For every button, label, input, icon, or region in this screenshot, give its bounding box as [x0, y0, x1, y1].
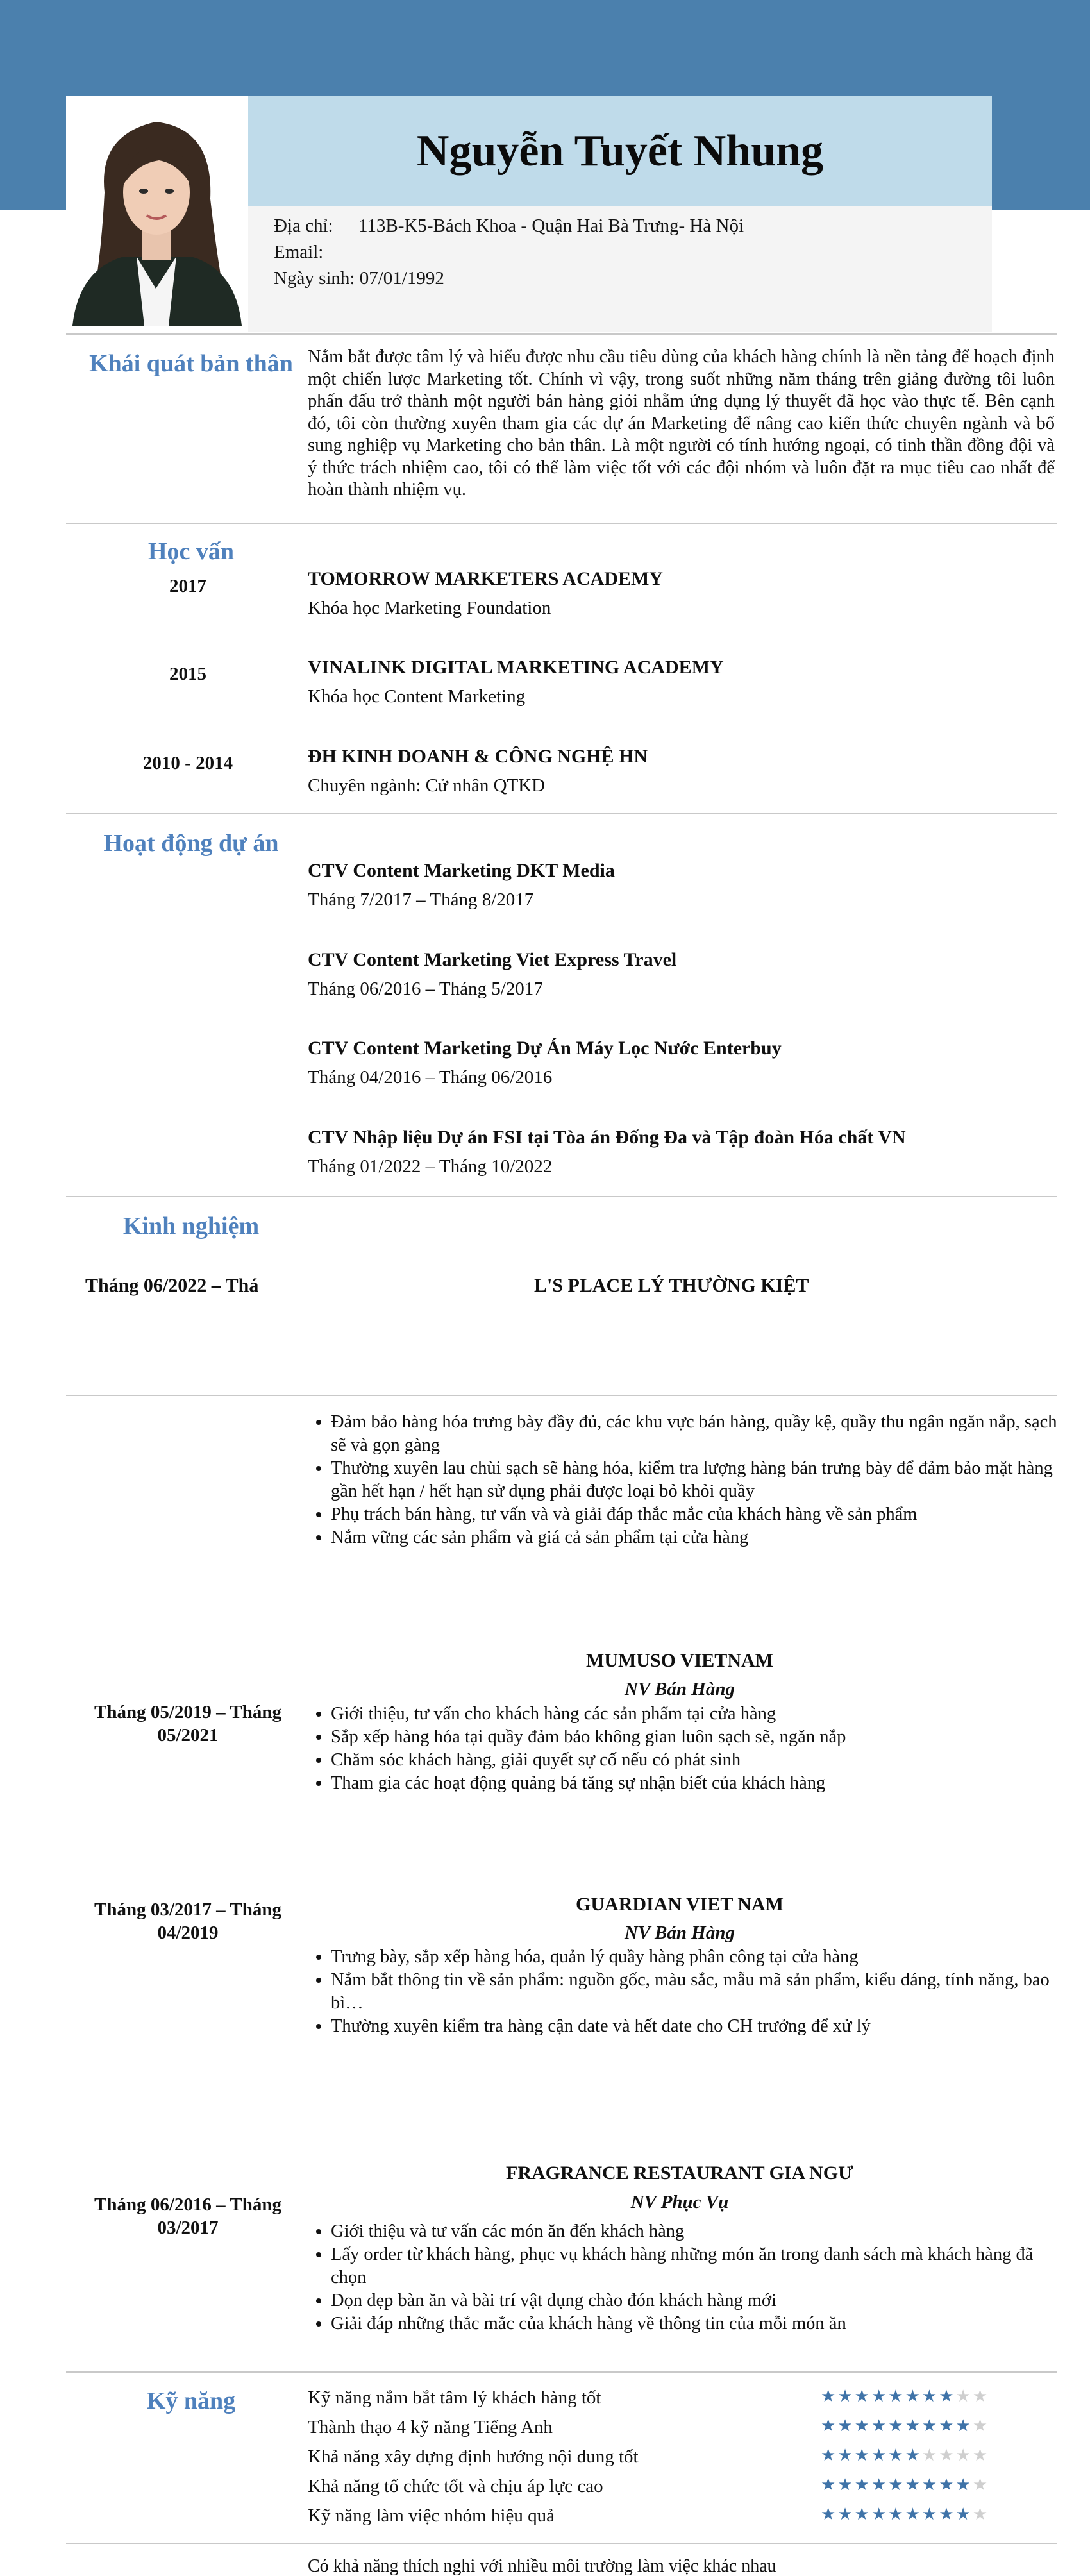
star-filled-icon: ★ — [888, 2446, 905, 2465]
skill-rating-stars — [821, 2387, 989, 2406]
education-school: TOMORROW MARKETERS ACADEMY — [308, 568, 663, 589]
divider — [66, 1196, 1057, 1197]
star-filled-icon: ★ — [837, 2446, 855, 2465]
star-filled-icon: ★ — [905, 2505, 922, 2524]
star-filled-icon: ★ — [854, 2387, 871, 2406]
divider — [66, 333, 1057, 335]
star-filled-icon: ★ — [854, 2416, 871, 2436]
star-filled-icon: ★ — [871, 2505, 889, 2524]
star-filled-icon: ★ — [871, 2475, 889, 2495]
star-filled-icon: ★ — [921, 2475, 939, 2495]
star-filled-icon: ★ — [871, 2416, 889, 2436]
duty-item: • Chăm sóc khách hàng, giải quyết sự cố nếu có phát sinh — [331, 1749, 1062, 1772]
page-break-cut-row — [66, 1275, 1057, 1296]
star-filled-icon: ★ — [939, 2416, 956, 2436]
star-filled-icon: ★ — [821, 2446, 838, 2465]
education-year: 2015 — [169, 664, 206, 684]
job-company: FRAGRANCE RESTAURANT GIA NGƯ — [506, 2162, 853, 2184]
star-filled-icon: ★ — [871, 2446, 889, 2465]
profile-photo — [66, 96, 248, 326]
skill-label: Khả năng xây dựng định hướng nội dung tốt — [308, 2446, 639, 2467]
duty-list — [308, 2220, 1062, 2336]
contact-info-box — [248, 206, 992, 332]
email-line — [274, 242, 358, 263]
project-name: CTV Content Marketing DKT Media — [308, 860, 615, 881]
project-period: Tháng 06/2016 – Tháng 5/2017 — [308, 979, 543, 999]
star-filled-icon: ★ — [837, 2387, 855, 2406]
job-date: Tháng 05/2019 – Tháng 05/2021 — [94, 1702, 281, 1746]
education-school: ĐH KINH DOANH & CÔNG NGHỆ HN — [308, 746, 648, 767]
star-filled-icon: ★ — [871, 2387, 889, 2406]
star-filled-icon: ★ — [888, 2505, 905, 2524]
divider — [66, 2543, 1057, 2544]
star-filled-icon: ★ — [821, 2387, 838, 2406]
education-year: 2017 — [169, 576, 206, 596]
duty-item: • Giới thiệu, tư vấn cho khách hàng các sản phẩm tại cửa hàng — [331, 1703, 1062, 1726]
project-name: CTV Content Marketing Dự Án Máy Lọc Nước Enterbuy — [308, 1038, 782, 1059]
skill-label: Thành thạo 4 kỹ năng Tiếng Anh — [308, 2417, 553, 2437]
job-date: Tháng 03/2017 – Tháng 04/2019 — [94, 1899, 281, 1943]
job-role: NV Bán Hàng — [625, 1679, 735, 1699]
star-filled-icon: ★ — [888, 2416, 905, 2436]
star-filled-icon: ★ — [837, 2416, 855, 2436]
star-filled-icon: ★ — [905, 2475, 922, 2495]
star-filled-icon: ★ — [888, 2475, 905, 2495]
duty-item: • Tham gia các hoạt động quảng bá tăng sự nhận biết của khách hàng — [331, 1772, 1062, 1795]
duty-list — [308, 1703, 1062, 1795]
star-empty-icon: ★ — [972, 2446, 990, 2465]
job-role: NV Bán Hàng — [625, 1923, 735, 1943]
job-date: Tháng 06/2016 – Tháng 03/2017 — [94, 2194, 281, 2238]
star-empty-icon: ★ — [955, 2387, 973, 2406]
section-title-skills: Kỹ năng — [146, 2387, 236, 2414]
address-label: Địa chỉ: — [274, 215, 333, 236]
skill-rating-stars — [821, 2446, 989, 2465]
star-filled-icon: ★ — [955, 2475, 973, 2495]
star-empty-icon: ★ — [955, 2446, 973, 2465]
divider — [66, 1395, 1057, 1396]
duty-item: • Đảm bảo hàng hóa trưng bày đầy đủ, các khu vực bán hàng, quầy kệ, quầy thu ngân ngăn nắp, sạch sẽ và gọn gàng — [331, 1411, 1062, 1457]
project-period: Tháng 01/2022 – Tháng 10/2022 — [308, 1156, 553, 1177]
star-empty-icon: ★ — [972, 2505, 990, 2524]
duty-item: • Nắm bắt thông tin về sản phẩm: nguồn gốc, màu sắc, mẫu mã sản phẩm, kiểu dáng, tính năng, bao bì… — [331, 1969, 1062, 2015]
page-break-cut-text — [308, 2556, 1013, 2576]
duty-item: • Dọn dẹp bàn ăn và bài trí vật dụng chào đón khách hàng mới — [331, 2289, 1062, 2312]
duty-item: • Giải đáp những thắc mắc của khách hàng về thông tin của mỗi món ăn — [331, 2312, 1062, 2336]
star-filled-icon: ★ — [921, 2387, 939, 2406]
summary-text: Nắm bắt được tâm lý và hiểu được nhu cầu tiêu dùng của khách hàng chính là nền tảng để hoạch định một chiến lược Marketing tốt. Chính vì vậy, trong suốt những năm tháng trên giảng đường tôi luôn phấn đấu trở thành một người bán hàng giỏi nhằm ứng dụng lý thuyết đã học vào thực tế. Bên cạnh đó, tôi còn thường xuyên tham gia các dự án Marketing để nâng cao kiến thức chuyên ngành và bổ sung nghiệp vụ Marketing cho bản thân. Là một người có tính hướng ngoại, có tinh thần đồng đội và ý thức trách nhiệm cao, tôi có thể làm việc tốt với các đội nhóm và luôn đặt ra mục tiêu cao nhất để hoàn thành nhiệm vụ. — [308, 347, 1055, 500]
candidate-name: Nguyễn Tuyết Nhung — [416, 126, 824, 176]
star-filled-icon: ★ — [888, 2387, 905, 2406]
star-filled-icon: ★ — [821, 2505, 838, 2524]
job-company: MUMUSO VIETNAM — [586, 1650, 773, 1671]
star-filled-icon: ★ — [939, 2505, 956, 2524]
divider — [66, 523, 1057, 524]
star-empty-icon: ★ — [972, 2416, 990, 2436]
duty-item: • Nắm vững các sản phẩm và giá cả sản phẩm tại cửa hàng — [331, 1526, 1062, 1549]
star-filled-icon: ★ — [837, 2505, 855, 2524]
duty-item: • Sắp xếp hàng hóa tại quầy đảm bảo không gian luôn sạch sẽ, ngăn nắp — [331, 1726, 1062, 1749]
skill-label: Khả năng tổ chức tốt và chịu áp lực cao — [308, 2476, 603, 2496]
star-filled-icon: ★ — [905, 2446, 922, 2465]
skill-rating-stars — [821, 2416, 989, 2436]
star-filled-icon: ★ — [821, 2475, 838, 2495]
section-title-experience: Kinh nghiệm — [122, 1213, 260, 1240]
divider — [66, 813, 1057, 814]
star-filled-icon: ★ — [921, 2416, 939, 2436]
job-company-cut: L'S PLACE LÝ THƯỜNG KIỆT — [534, 1275, 809, 1296]
star-filled-icon: ★ — [905, 2416, 922, 2436]
job-company: GUARDIAN VIET NAM — [576, 1894, 784, 1915]
star-filled-icon: ★ — [854, 2446, 871, 2465]
star-filled-icon: ★ — [955, 2505, 973, 2524]
star-empty-icon: ★ — [939, 2446, 956, 2465]
skill-rating-stars — [821, 2475, 989, 2495]
education-detail: Chuyên ngành: Cử nhân QTKD — [308, 775, 546, 796]
star-filled-icon: ★ — [905, 2387, 922, 2406]
project-period: Tháng 04/2016 – Tháng 06/2016 — [308, 1067, 553, 1088]
duty-item: • Lấy order từ khách hàng, phục vụ khách hàng những món ăn trong danh sách mà khách hàng đã chọn — [331, 2243, 1062, 2289]
duty-item: • Phụ trách bán hàng, tư vấn và và giải đáp thắc mắc của khách hàng về sản phẩm — [331, 1503, 1062, 1526]
duty-item: • Thường xuyên lau chùi sạch sẽ hàng hóa, kiểm tra lượng hàng bán trưng bày để đảm bảo mặt hàng gần hết hạn / hết hạn sử dụng phải được loại bỏ khỏi quầy — [331, 1457, 1062, 1503]
duty-item: • Giới thiệu và tư vấn các món ăn đến khách hàng — [331, 2220, 1062, 2243]
name-banner — [248, 96, 992, 206]
star-filled-icon: ★ — [955, 2416, 973, 2436]
star-filled-icon: ★ — [921, 2505, 939, 2524]
star-empty-icon: ★ — [972, 2387, 990, 2406]
dob-line: Ngày sinh: 07/01/1992 — [274, 268, 444, 289]
skill-label: Kỹ năng làm việc nhóm hiệu quả — [308, 2505, 555, 2526]
duty-list — [308, 1411, 1062, 1549]
education-detail: Khóa học Marketing Foundation — [308, 598, 551, 618]
star-filled-icon: ★ — [837, 2475, 855, 2495]
duty-list — [308, 1946, 1062, 2038]
star-filled-icon: ★ — [939, 2475, 956, 2495]
skill-label: Kỹ năng nắm bắt tâm lý khách hàng tốt — [308, 2387, 601, 2408]
email-label: Email: — [274, 242, 324, 262]
address-value: 113B-K5-Bách Khoa - Quận Hai Bà Trưng- Hà Nội — [358, 215, 744, 236]
duty-item: • Thường xuyên kiểm tra hàng cận date và hết date cho CH trưởng để xử lý — [331, 2015, 1062, 2038]
star-filled-icon: ★ — [854, 2475, 871, 2495]
star-filled-icon: ★ — [939, 2387, 956, 2406]
section-title-education: Học vấn — [147, 538, 235, 565]
job-date-cut: Tháng 06/2022 – Thá — [85, 1275, 259, 1296]
star-empty-icon: ★ — [972, 2475, 990, 2495]
duty-item: • Trưng bày, sắp xếp hàng hóa, quản lý quầy hàng phân công tại cửa hàng — [331, 1946, 1062, 1969]
skill-rating-stars — [821, 2505, 989, 2524]
section-title-summary: Khái quát bản thân — [89, 350, 293, 377]
job-role: NV Phục Vụ — [630, 2192, 729, 2212]
education-school: VINALINK DIGITAL MARKETING ACADEMY — [308, 657, 724, 678]
education-detail: Khóa học Content Marketing — [308, 686, 526, 707]
star-empty-icon: ★ — [921, 2446, 939, 2465]
education-year: 2010 - 2014 — [142, 753, 233, 773]
address-line — [274, 215, 744, 237]
star-filled-icon: ★ — [821, 2416, 838, 2436]
star-filled-icon: ★ — [854, 2505, 871, 2524]
divider — [66, 2371, 1057, 2373]
project-period: Tháng 7/2017 – Tháng 8/2017 — [308, 889, 534, 910]
section-title-projects: Hoạt động dự án — [103, 830, 279, 857]
project-name: CTV Content Marketing Viet Express Travel — [308, 949, 677, 970]
skill-label-cut: Có khả năng thích nghi với nhiều môi trường làm việc khác nhau — [308, 2556, 776, 2576]
project-name: CTV Nhập liệu Dự án FSI tại Tòa án Đống Đa và Tập đoàn Hóa chất VN — [308, 1127, 906, 1148]
